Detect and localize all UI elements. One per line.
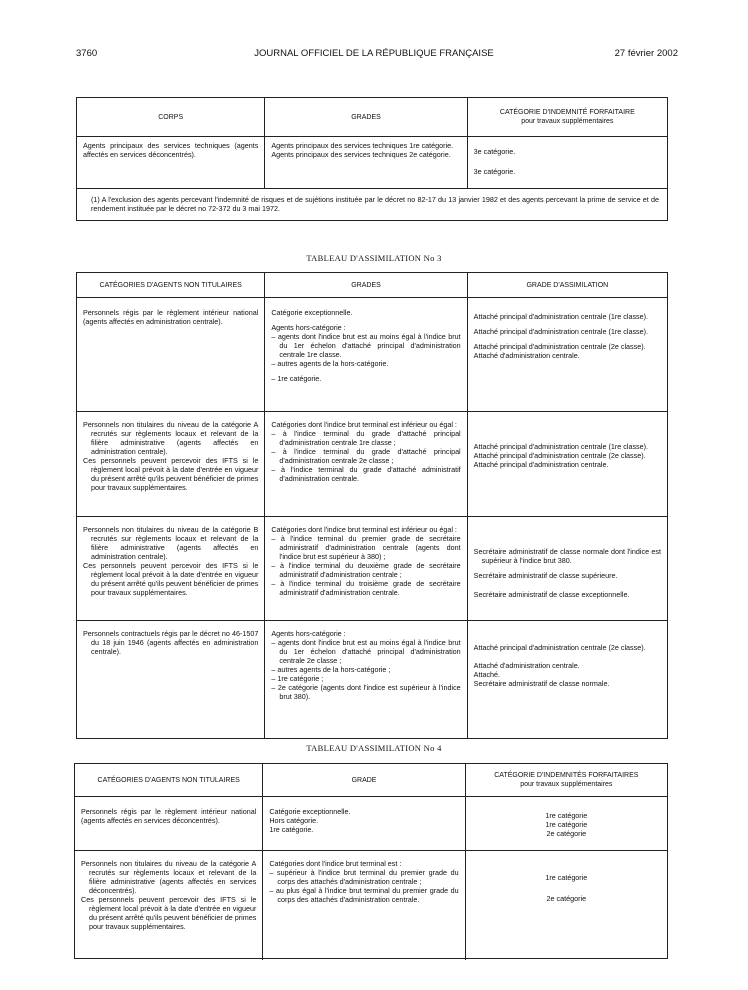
table-row [75,796,667,850]
assimilation-item: Attaché d'administration centrale. [473,661,580,670]
indemnity-item: 2e catégorie [546,894,587,903]
indemnity-item: 1re catégorie [545,811,588,820]
assimilation-item: Attaché d'administration centrale. [473,351,580,360]
grade-item: – à l'indice terminal du grade d'attaché administratif d'administration centrale. [271,465,461,483]
assimilation-item: Secrétaire administratif de classe exceptionnelle. [473,590,630,599]
grades-cell [264,517,466,620]
assimilation-item: Attaché principal d'administration centrale (2e classe). [473,451,646,460]
category-text: Personnels non titulaires du niveau de la catégorie A recrutés sur règlements locaux et relevant de la filière administrative (agents affectés en administration centrale). [83,420,259,456]
category-cell [77,298,264,411]
column-header-group [467,98,667,136]
column-header-group [465,764,667,796]
column-header: CATÉGORIES D'AGENTS NON TITULAIRES [99,281,242,289]
grade-item: – au plus égal à l'indice brut terminal du premier grade du corps des attachés d'administration centrale. [269,886,459,904]
grade-item: Agents hors-catégorie : [271,629,346,638]
indemnity-item: 1re catégorie [545,820,588,829]
category-text: Ces personnels peuvent percevoir des IFTS si le règlement local prévoit à la date d'entrée en vigueur du présent arrêté qu'ils peuvent bénéficier de primes pour travaux supplémentaires. [83,561,259,597]
grades-cell [264,412,466,516]
indemnity-cell [465,797,667,850]
table-footnote: (1) A l'exclusion des agents percevant l'indemnité de risques et de sujétions instituée par le décret no 82-17 du 13 janvier 1982 et des agents percevant la prime de service et de rendement instituée par le décret no 72-372 du 3 mai 1972. [91,195,659,213]
grades-cell [264,137,466,188]
category-text: Personnels non titulaires du niveau de la catégorie B recrutés sur règlements locaux et relevant de la filière administrative (agents affectés en administration centrale). [83,525,259,561]
category-text: Personnels contractuels régis par le décret no 46-1507 du 18 juin 1946 (agents affectés en administration centrale). [83,629,259,656]
assimilation-item: Attaché principal d'administration centrale (2e classe). [473,643,646,652]
category-text: Ces personnels peuvent percevoir des IFTS si le règlement local prévoit à la date d'entrée en vigueur du présent arrêté qu'ils peuvent bénéficier de primes pour travaux supplémentaires. [83,456,259,492]
assimilation-cell [467,621,667,738]
table-caption: TABLEAU D'ASSIMILATION No 3 [306,253,442,263]
category-cell [77,412,264,516]
table-note-row [77,188,667,220]
assimilation-item: Attaché principal d'administration centrale (1re classe). [473,442,649,451]
table-row [75,850,667,960]
assimilation-table-3 [76,272,668,739]
column-header: GRADE [262,764,464,796]
grade-item: – autres agents de la hors-catégorie. [271,359,389,368]
assimilation-item: Secrétaire administratif de classe supérieure. [473,571,618,580]
grade-item: – agents dont l'indice brut est au moins égal à l'indice brut du 1er échelon d'attaché principal d'administration centrale 1re classe. [271,332,461,359]
indemnity-item: 2e catégorie [546,829,587,838]
grade-item: – agents dont l'indice brut est au moins égal à l'indice brut du 1er échelon d'attaché principal d'administration centrale 2e classe ; [271,638,461,665]
column-header-sub: pour travaux supplémentaires [521,118,614,125]
category-text: Personnels régis par le règlement intérieur national (agents affectés en services déconcentrés). [81,807,257,825]
grade-item: Catégories dont l'indice brut terminal est : [269,859,402,868]
grade-item: – à l'indice terminal du deuxième grade de secrétaire administratif d'administration centrale ; [271,561,461,579]
grade-item: – à l'indice terminal du grade d'attaché principal d'administration centrale 1re classe ; [271,429,461,447]
grade-item: Catégorie exceptionnelle. [269,807,351,816]
assimilation-item: Attaché principal d'administration centrale (1re classe). [473,312,649,321]
assimilation-item: Attaché principal d'administration centrale (2e classe). [473,342,646,351]
assimilation-item: Attaché. [473,670,501,679]
column-header: CATÉGORIE D'INDEMNITÉ FORFAITAIRE [499,109,635,116]
column-header: CATÉGORIE D'INDEMNITÉS FORFAITAIRES [494,772,639,779]
category-item: 3e catégorie. [473,147,516,156]
indemnity-item: 1re catégorie [545,873,588,882]
grade-item: Agents principaux des services techniques 1re catégorie. [271,141,454,150]
grade-item: Catégories dont l'indice brut terminal est inférieur ou égal : [271,420,457,429]
grade-item: Catégories dont l'indice brut terminal est inférieur ou égal : [271,525,457,534]
grade-item: – 1re catégorie ; [271,674,324,683]
table-caption: TABLEAU D'ASSIMILATION No 4 [306,743,442,753]
publication-date: 27 février 2002 [614,48,678,59]
assimilation-table-4 [74,763,668,959]
table-row [77,516,667,620]
grade-item: Agents hors-catégorie : [271,323,346,332]
assimilation-item: Secrétaire administratif de classe normale dont l'indice est supérieur à l'indice brut 380. [473,547,661,565]
corps-table [76,97,668,221]
category-text: Personnels non titulaires du niveau de la catégorie A recrutés sur règlements locaux et relevant de la filière administrative (agents affectés en services déconcentrés). [81,859,257,895]
assimilation-cell [467,412,667,516]
category-cell [467,137,667,188]
table-row [77,136,667,188]
column-header: CORPS [158,113,184,121]
grade-item: Agents principaux des services techniques 2e catégorie. [271,150,451,159]
grade-item: – à l'indice terminal du grade d'attaché principal d'administration centrale 2e classe ; [271,447,461,465]
grade-item: – à l'indice terminal du premier grade de secrétaire administratif d'administration centrale (agents dont l'indice brut est supérieur à 380) ; [271,534,461,561]
grade-item: – autres agents de la hors-catégorie ; [271,665,391,674]
category-cell [77,621,264,738]
category-text: Ces personnels peuvent percevoir des IFTS si le règlement local prévoit à la date d'entrée en vigueur du présent arrêté qu'ils peuvent bénéficier de primes pour travaux supplémentaires. [81,895,257,931]
table-header-row [77,98,667,136]
grade-item: Catégorie exceptionnelle. [271,308,353,317]
table-row [77,620,667,738]
assimilation-cell [467,517,667,620]
page-number: 3760 [76,48,98,59]
table-header-row [77,273,667,297]
column-header-sub: pour travaux supplémentaires [520,781,613,788]
column-header: CATÉGORIES D'AGENTS NON TITULAIRES [97,776,240,784]
page-bottom-rule [74,958,668,959]
grades-cell [262,797,464,850]
table-header-row [75,764,667,796]
grade-item: – 2e catégorie (agents dont l'indice est supérieur à l'indice brut 380). [271,683,461,701]
grades-cell [264,298,466,411]
category-cell [77,517,264,620]
grades-cell [262,851,464,960]
column-header: GRADES [264,273,466,297]
column-header: GRADE D'ASSIMILATION [467,273,667,297]
column-header: GRADES [264,98,466,136]
assimilation-item: Attaché principal d'administration centrale. [473,460,609,469]
assimilation-item: Attaché principal d'administration centrale (1re classe). [473,327,649,336]
grade-item: – 1re catégorie. [271,374,322,383]
indemnity-cell [465,851,667,960]
grade-item: Hors catégorie. [269,816,319,825]
category-item: 3e catégorie. [473,167,516,176]
grades-cell [264,621,466,738]
assimilation-cell [467,298,667,411]
grade-item: 1re catégorie. [269,825,314,834]
corps-cell: Agents principaux des services techniques (agents affectés en services déconcentrés). [83,141,259,159]
grade-item: – supérieur à l'indice brut terminal du premier grade du corps des attachés d'administration centrale ; [269,868,459,886]
journal-title: JOURNAL OFFICIEL DE LA RÉPUBLIQUE FRANÇAISE [254,48,494,59]
category-text: Personnels régis par le règlement intérieur national (agents affectés en administration centrale). [83,308,259,326]
assimilation-item: Secrétaire administratif de classe normale. [473,679,610,688]
category-cell [75,851,262,960]
category-cell [75,797,262,850]
grade-item: – à l'indice terminal du troisième grade de secrétaire administratif d'administration centrale. [271,579,461,597]
table-row [77,411,667,516]
table-row [77,297,667,411]
